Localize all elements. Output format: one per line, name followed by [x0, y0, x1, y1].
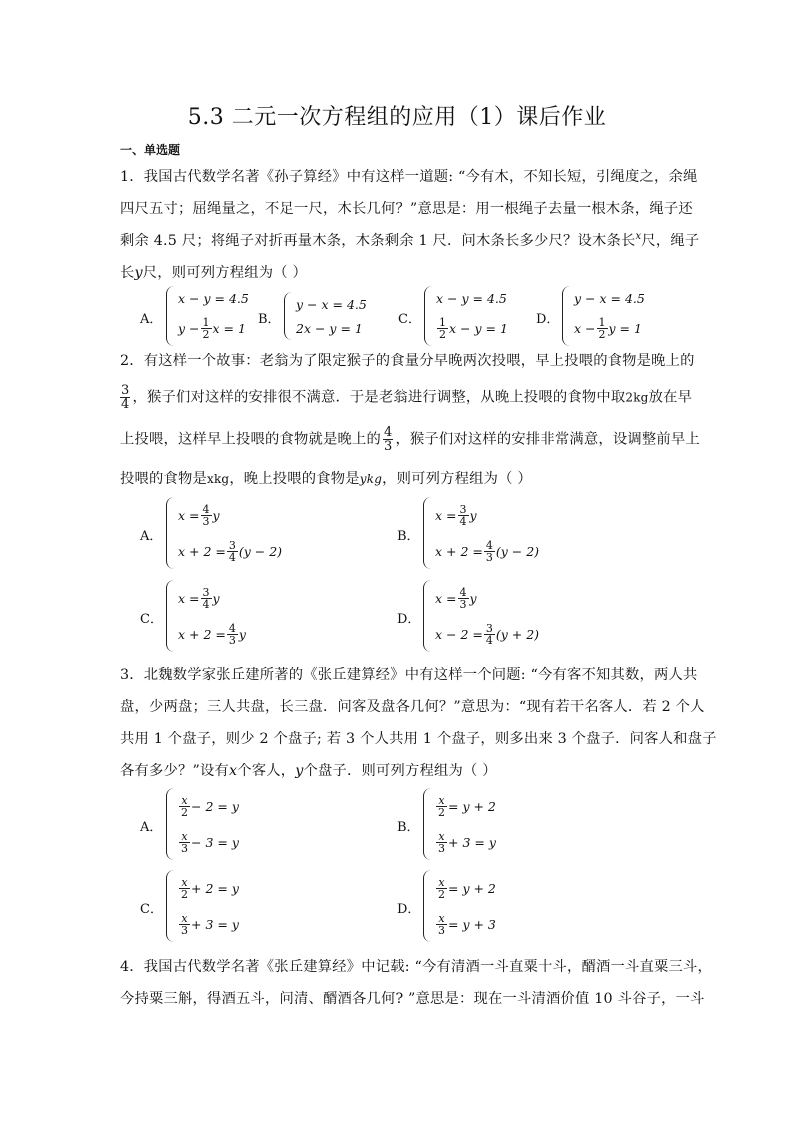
brace	[166, 497, 175, 569]
q1-option-b-label: B．	[258, 312, 281, 327]
q1-var-x: x	[635, 231, 642, 243]
equation-row: $\frac{x}{3}$ + 3 = y	[181, 911, 239, 937]
equation-row: $\frac{x}{2}$ + 2 = y	[181, 875, 239, 901]
equation-row: y − x = 4.5	[296, 296, 367, 312]
equation-row: x = $\frac{4}{3}$ y	[178, 502, 220, 528]
brace	[562, 286, 571, 346]
q4-line-1: 4．我国古代数学名著《张丘建算经》中记载: “今有清酒一斗直粟十斗，醑酒一斗直粟三斗，	[120, 959, 712, 975]
q1-option-c-system	[424, 286, 508, 346]
q1-line-3-tail: 尺，绳子	[641, 233, 700, 249]
brace	[166, 870, 175, 942]
q3-option-d-label: D．	[397, 902, 421, 917]
q1-option-b-system	[284, 292, 367, 340]
q1-option-a-label: A．	[140, 312, 163, 327]
equation-row: $\frac{x}{3}$ − 3 = y	[181, 829, 239, 855]
q3-option-d-system	[423, 870, 496, 942]
q2-option-a-label: A．	[140, 529, 163, 544]
q1-line-4-tail: 尺，则可列方程组为（ ）	[142, 265, 307, 281]
equation-row: $\frac{x}{3}$ + 3 = y	[438, 829, 496, 855]
page-title: 5.3 二元一次方程组的应用（1）课后作业	[187, 105, 607, 130]
q2-fraction-four-thirds: $\frac{4}{3}$	[383, 425, 393, 454]
brace	[423, 497, 432, 569]
equation-row: $\frac{x}{3}$ = y + 3	[438, 911, 496, 937]
q3-line-1: 3．北魏数学家张丘建所著的《张丘建算经》中有这样一个问题: “今有客不知其数，两人共	[120, 667, 698, 683]
q1-var-y: y	[134, 265, 143, 281]
equation-row: $\frac{x}{2}$ = y + 2	[438, 875, 496, 901]
brace	[424, 286, 433, 346]
q1-option-d-system	[562, 286, 645, 346]
q2-line-1: 2．有这样一个故事：老翁为了限定猴子的食量分早晚两次投喂，早上投喂的食物是晚上的	[120, 353, 695, 369]
q4-line-2: 今持粟三斛，得酒五斗，问清、醑酒各几何? ”意思是：现在一斗清酒价值 10 斗谷子，一斗	[120, 991, 705, 1007]
q2-line-4: 投喂的食物是xkg，晚上投喂的食物是ykg，则可列方程组为（ ）	[120, 471, 532, 487]
q2-line-3: 上投喂，这样早上投喂的食物就是晚上的 $\frac{4}{3}$ ，猴子们对这样的安排非常满意，设调整前早上	[120, 425, 700, 454]
q1-option-d-label: D．	[536, 312, 560, 327]
q1-option-c-label: C．	[398, 312, 421, 327]
brace	[166, 788, 175, 860]
q3-option-a-label: A．	[140, 820, 163, 835]
q3-option-c-label: C．	[140, 902, 163, 917]
brace	[423, 580, 432, 652]
q2-fraction-three-quarters: $\frac{3}{4}$	[121, 383, 130, 412]
equation-row: $\frac{1}{2}$ x − y = 1	[439, 315, 508, 341]
equation-row: x − y = 4.5	[436, 290, 507, 306]
equation-row: $\frac{x}{2}$ − 2 = y	[181, 793, 239, 819]
q3-line-2: 盘，少两盘；三人共盘，长三盘．问客及盘各几何？”意思为：“现有若干名客人．若 2 个人	[120, 699, 705, 715]
q1-option-a-system	[166, 286, 249, 346]
q1-line-3	[120, 230, 699, 250]
q2-option-b-system	[423, 497, 539, 569]
equation-row: 2x − y = 1	[296, 320, 363, 336]
q2-option-c-label: C．	[140, 612, 163, 627]
q3-line-4: 各有多少？”设有x个客人，y个盘子．则可列方程组为（ ）	[120, 763, 497, 779]
q1-line-4-text: 长	[120, 265, 135, 281]
q3-line-3: 共用 1 个盘子，则少 2 个盘子; 若 3 个人共用 1 个盘子，则多出来 3 个盘子．问客人和盘子	[120, 731, 717, 747]
equation-row: x + 2 = $\frac{4}{3}$ (y − 2)	[435, 538, 540, 564]
brace	[423, 870, 432, 942]
q1-line-3-text: 剩余 4.5 尺；将绳子对折再量木条，木条剩余 1 尺．问木条长多少尺？设木条长	[120, 233, 636, 249]
q3-option-c-system	[166, 870, 239, 942]
q3-option-b-label: B．	[397, 820, 420, 835]
equation-row: x − 2 = $\frac{3}{4}$ (y + 2)	[435, 621, 540, 647]
brace	[166, 580, 175, 652]
equation-row: x + 2 = $\frac{3}{4}$ (y − 2)	[178, 538, 283, 564]
q2-option-b-label: B．	[397, 529, 420, 544]
equation-row: y − $\frac{1}{2}$ x = 1	[178, 315, 246, 341]
brace	[284, 292, 293, 340]
equation-row: x + 2 = $\frac{4}{3}$ y	[178, 621, 246, 647]
q2-option-a-system	[166, 497, 282, 569]
q1-line-1: 1．我国古代数学名著《孙子算经》中有这样一道题: “今有木，不知长短，引绳度之，余绳	[120, 169, 698, 185]
equation-row: y − x = 4.5	[574, 290, 645, 306]
q2-line-2: $\frac{3}{4}$ ，猴子们对这样的安排很不满意．于是老翁进行调整，从晚上投喂的食物中取2kg放在早	[121, 383, 693, 412]
q2-option-d-label: D．	[397, 612, 421, 627]
section-heading: 一、单选题	[120, 143, 181, 157]
brace	[166, 286, 175, 346]
q2-option-c-system	[166, 580, 246, 652]
brace	[423, 788, 432, 860]
q1-line-4	[120, 262, 307, 282]
equation-row: x = $\frac{3}{4}$ y	[435, 502, 477, 528]
q3-option-a-system	[166, 788, 239, 860]
q1-line-2: 四尺五寸；屈绳量之，不足一尺，木长几何？”意思是：用一根绳子去量一根木条，绳子还	[120, 201, 693, 217]
equation-row: x − $\frac{1}{2}$ y = 1	[574, 315, 642, 341]
q3-option-b-system	[423, 788, 496, 860]
equation-row: $\frac{x}{2}$ = y + 2	[438, 793, 496, 819]
equation-row: x − y = 4.5	[178, 290, 249, 306]
q2-option-d-system	[423, 580, 539, 652]
equation-row: x = $\frac{4}{3}$ y	[435, 585, 477, 611]
equation-row: x = $\frac{3}{4}$ y	[178, 585, 220, 611]
